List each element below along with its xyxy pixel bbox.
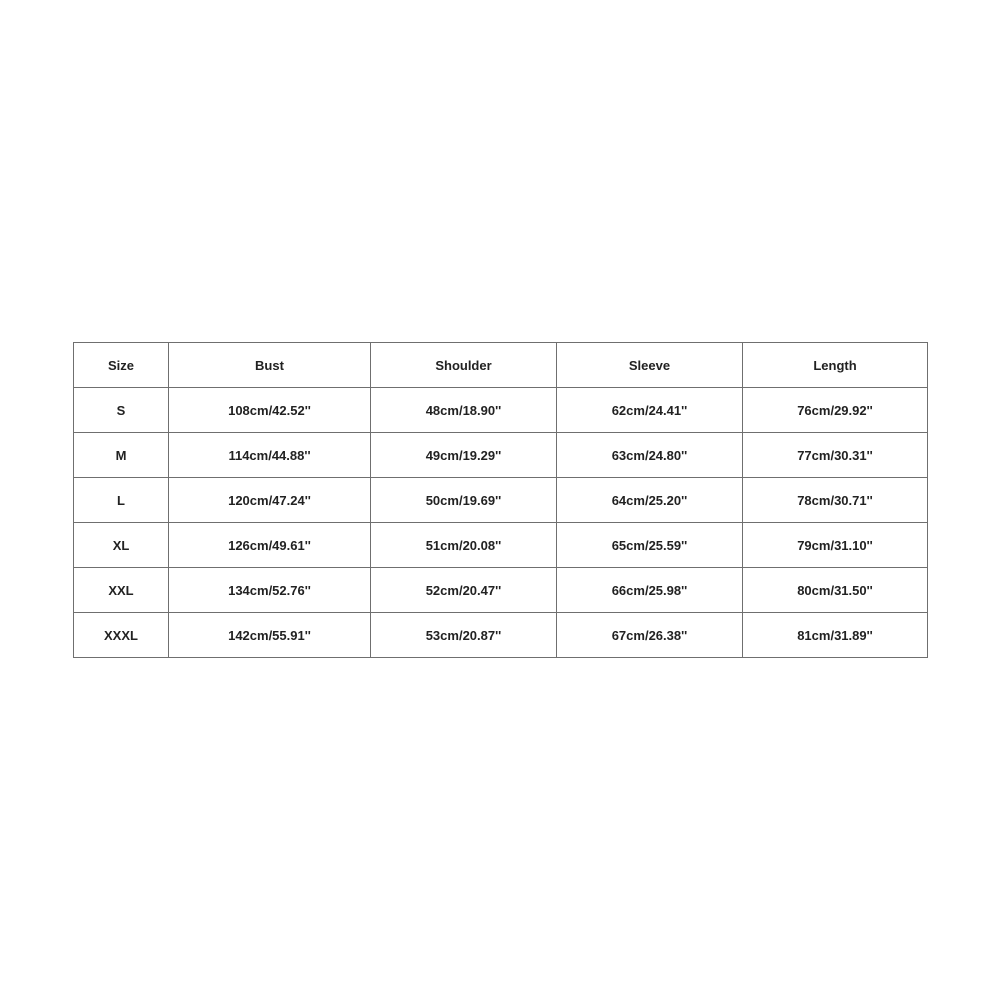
header-bust: Bust — [169, 343, 371, 388]
size-chart-body — [74, 388, 928, 658]
table-row — [74, 568, 928, 613]
cell-shoulder: 48cm/18.90'' — [371, 388, 557, 433]
header-size: Size — [74, 343, 169, 388]
header-row — [74, 343, 928, 388]
cell-length: 80cm/31.50'' — [743, 568, 928, 613]
cell-length: 77cm/30.31'' — [743, 433, 928, 478]
cell-bust: 114cm/44.88'' — [169, 433, 371, 478]
cell-shoulder: 49cm/19.29'' — [371, 433, 557, 478]
size-chart-header — [74, 343, 928, 388]
cell-shoulder: 51cm/20.08'' — [371, 523, 557, 568]
cell-size: L — [74, 478, 169, 523]
cell-size: XXL — [74, 568, 169, 613]
cell-shoulder: 53cm/20.87'' — [371, 613, 557, 658]
cell-sleeve: 63cm/24.80'' — [557, 433, 743, 478]
size-chart-table — [73, 342, 928, 658]
cell-sleeve: 66cm/25.98'' — [557, 568, 743, 613]
table-row — [74, 388, 928, 433]
cell-bust: 120cm/47.24'' — [169, 478, 371, 523]
cell-bust: 142cm/55.91'' — [169, 613, 371, 658]
table-row — [74, 523, 928, 568]
cell-size: S — [74, 388, 169, 433]
cell-shoulder: 50cm/19.69'' — [371, 478, 557, 523]
cell-sleeve: 64cm/25.20'' — [557, 478, 743, 523]
cell-sleeve: 62cm/24.41'' — [557, 388, 743, 433]
cell-length: 78cm/30.71'' — [743, 478, 928, 523]
cell-shoulder: 52cm/20.47'' — [371, 568, 557, 613]
header-shoulder: Shoulder — [371, 343, 557, 388]
header-sleeve: Sleeve — [557, 343, 743, 388]
cell-size: M — [74, 433, 169, 478]
cell-length: 79cm/31.10'' — [743, 523, 928, 568]
header-length: Length — [743, 343, 928, 388]
cell-sleeve: 67cm/26.38'' — [557, 613, 743, 658]
table-row — [74, 433, 928, 478]
cell-length: 76cm/29.92'' — [743, 388, 928, 433]
cell-sleeve: 65cm/25.59'' — [557, 523, 743, 568]
cell-bust: 134cm/52.76'' — [169, 568, 371, 613]
cell-size: XXXL — [74, 613, 169, 658]
cell-length: 81cm/31.89'' — [743, 613, 928, 658]
cell-bust: 126cm/49.61'' — [169, 523, 371, 568]
cell-size: XL — [74, 523, 169, 568]
cell-bust: 108cm/42.52'' — [169, 388, 371, 433]
table-row — [74, 478, 928, 523]
table-row — [74, 613, 928, 658]
